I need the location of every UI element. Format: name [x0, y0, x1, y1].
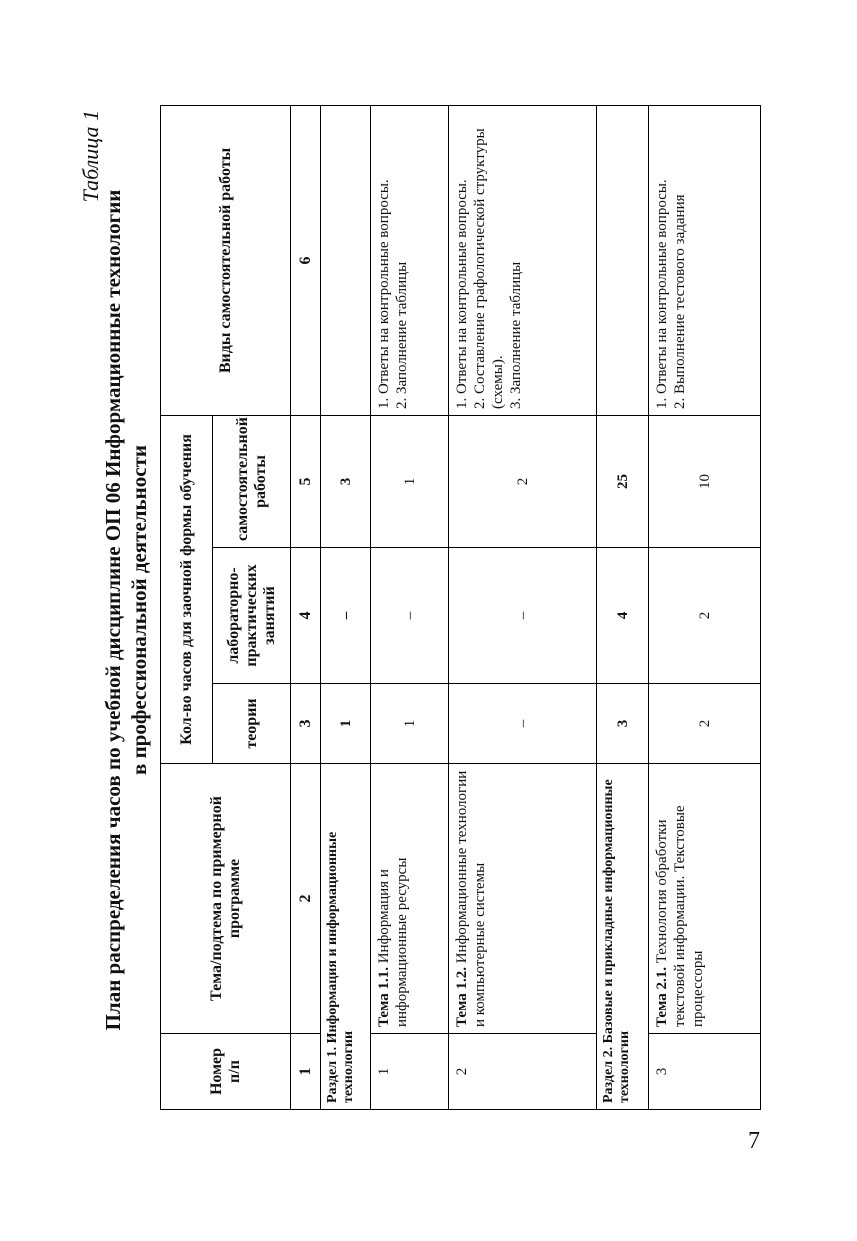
table-row	[371, 105, 449, 1109]
header-num: Номер п/п	[161, 1034, 291, 1110]
table-number: Таблица 1	[78, 110, 103, 203]
header-topic: Тема/подтема по примерной программе	[161, 764, 291, 1034]
title-line-1: План распределения часов по учебной дисциплине ОП 06 Информационные технологии	[101, 189, 125, 1031]
row-3-work-1: 1. Ответы на контрольные вопросы.	[654, 179, 670, 409]
hours-table	[160, 105, 761, 1110]
row-1-topic-text: Информация и информационные ресурсы	[376, 857, 410, 1027]
row-2-work-1: 1. Ответы на контрольные вопросы.	[454, 179, 470, 409]
row-2-topic-num: Тема 1.2.	[454, 967, 470, 1027]
section-2-theory: 3	[597, 684, 649, 764]
row-1-num: 1	[371, 1034, 449, 1110]
section-1-lab: –	[321, 548, 371, 684]
header-kinds: Виды самостоятельной работы	[161, 105, 291, 415]
col-number: 6	[291, 105, 321, 415]
section-2-title: Раздел 2. Базовые и прикладные информационные технологии	[597, 764, 649, 1110]
table-row	[449, 105, 597, 1109]
row-3-kinds	[649, 105, 761, 415]
row-2-self: 2	[449, 415, 597, 547]
row-2-theory: –	[449, 684, 597, 764]
row-1-topic-num: Тема 1.1.	[376, 967, 392, 1027]
section-2-self: 25	[597, 415, 649, 547]
title-line-2: в профессиональной деятельности	[127, 445, 151, 776]
col-number: 3	[291, 684, 321, 764]
header-lab: лабораторно-практических занятий	[213, 548, 291, 684]
row-3-topic-text: Технология обработки текстовой информации. Текстовые процессоры	[654, 805, 706, 1027]
table-row	[649, 105, 761, 1109]
section-1-kinds	[321, 105, 371, 415]
row-2-work-2: 2. Составление графологической структуры (схемы).	[472, 128, 506, 409]
header-self: самостоятельной работы	[213, 415, 291, 547]
header-theory: теории	[213, 684, 291, 764]
row-3-self: 10	[649, 415, 761, 547]
row-2-lab: –	[449, 548, 597, 684]
row-2-num: 2	[449, 1034, 597, 1110]
col-number: 1	[291, 1034, 321, 1110]
section-1-row	[321, 105, 371, 1109]
row-3-topic	[649, 764, 761, 1034]
col-number: 5	[291, 415, 321, 547]
row-3-num: 3	[649, 1034, 761, 1110]
row-1-theory: 1	[371, 684, 449, 764]
section-2-lab: 4	[597, 548, 649, 684]
section-2-row	[597, 105, 649, 1109]
row-3-work-2: 2. Выполнение тестового задания	[672, 194, 688, 409]
row-1-work-2: 2. Заполнение таблицы	[394, 261, 410, 409]
row-1-work-1: 1. Ответы на контрольные вопросы.	[376, 179, 392, 409]
rotated-page-content	[60, 100, 800, 1120]
row-2-topic-text: Информационные технологии и компьютерные системы	[454, 770, 488, 1027]
column-number-row	[291, 105, 321, 1109]
table-title	[100, 100, 152, 1120]
page-number: 7	[748, 1128, 760, 1154]
section-1-theory: 1	[321, 684, 371, 764]
row-1-topic	[371, 764, 449, 1034]
row-2-work-3: 3. Заполнение таблицы	[508, 261, 524, 409]
row-2-kinds	[449, 105, 597, 415]
row-1-self: 1	[371, 415, 449, 547]
col-number: 4	[291, 548, 321, 684]
row-2-topic	[449, 764, 597, 1034]
section-1-self: 3	[321, 415, 371, 547]
row-1-lab: –	[371, 548, 449, 684]
row-3-theory: 2	[649, 684, 761, 764]
section-1-title: Раздел 1. Информация и информационные технологии	[321, 764, 371, 1110]
section-2-kinds	[597, 105, 649, 415]
header-hours-group: Кол-во часов для заочной формы обучения	[161, 415, 213, 763]
row-3-topic-num: Тема 2.1.	[654, 967, 670, 1027]
col-number: 2	[291, 764, 321, 1034]
row-3-lab: 2	[649, 548, 761, 684]
header-row-1	[161, 105, 213, 1109]
row-1-kinds	[371, 105, 449, 415]
